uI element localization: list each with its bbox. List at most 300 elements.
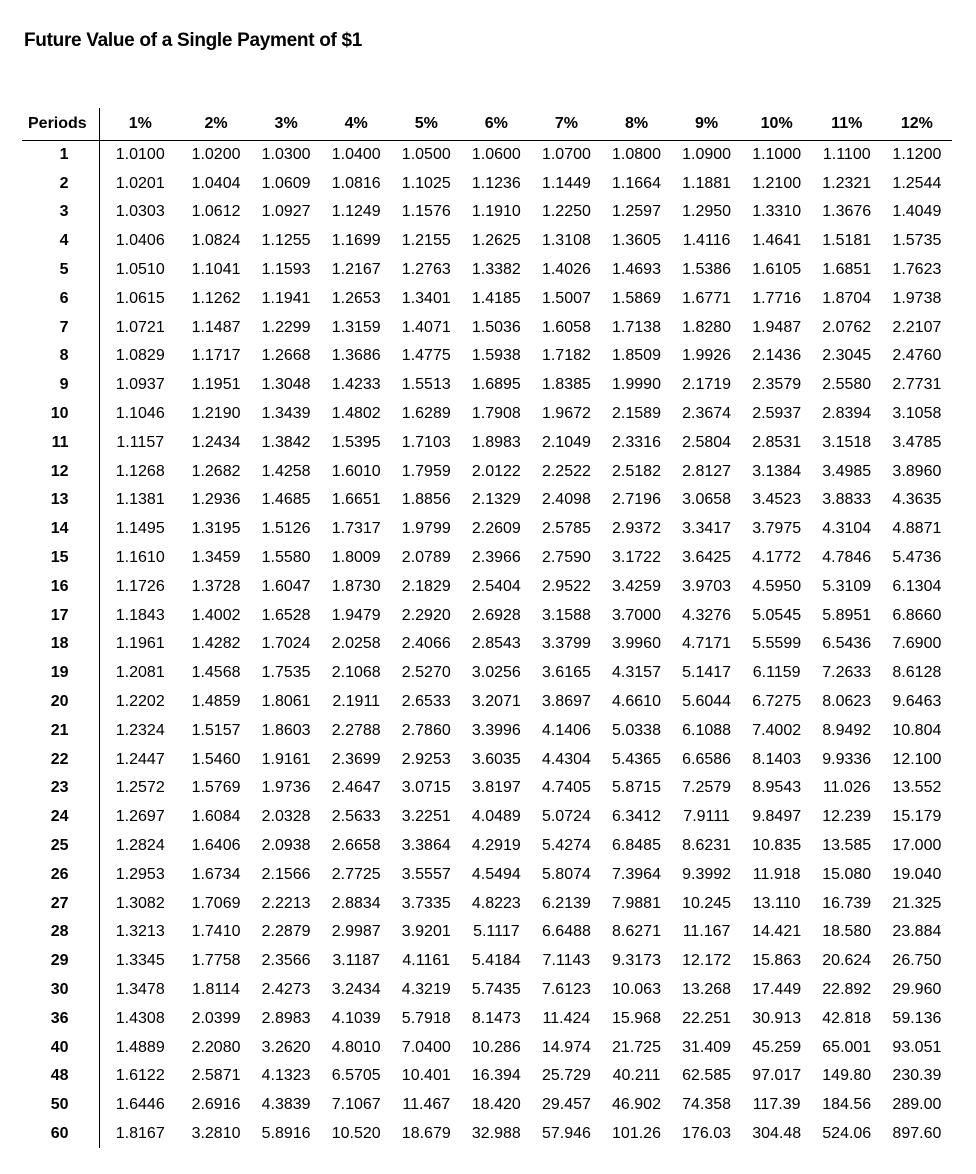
factor-cell: 16.394 — [471, 1067, 521, 1085]
factor-cell: 2.2788 — [331, 721, 381, 739]
factor-cell: 1.1200 — [892, 146, 942, 164]
period-cell: 26 — [22, 860, 99, 889]
factor-cell: 1.4859 — [191, 693, 241, 711]
factor-cell: 1.1449 — [541, 174, 591, 192]
factor-cell: 2.6916 — [191, 1096, 241, 1114]
factor-cell: 2.7731 — [892, 376, 942, 394]
period-cell: 28 — [22, 918, 99, 947]
factor-cell: 117.39 — [752, 1096, 801, 1114]
factor-cell: 2.0399 — [191, 1009, 241, 1027]
factor-cell: 4.7405 — [541, 779, 591, 797]
factor-cell: 1.0612 — [191, 203, 241, 221]
period-cell: 11 — [22, 428, 99, 457]
rate-column-header: 5% — [391, 108, 461, 141]
factor-cell: 1.9161 — [261, 750, 311, 768]
factor-cell: 1.8856 — [401, 491, 451, 509]
factor-cell: 18.679 — [401, 1124, 451, 1142]
factor-cell: 1.1381 — [115, 491, 165, 509]
factor-cell: 7.4002 — [752, 721, 802, 739]
factor-cell: 1.0400 — [331, 146, 381, 164]
factor-cell: 1.8509 — [612, 347, 661, 365]
factor-cell: 1.1487 — [191, 318, 241, 336]
factor-cell: 1.6058 — [541, 318, 591, 336]
factor-cell: 4.6610 — [612, 693, 661, 711]
factor-cell: 4.1039 — [331, 1009, 381, 1027]
factor-cell: 1.5869 — [612, 289, 661, 307]
period-cell: 21 — [22, 716, 99, 745]
factor-cell: 1.4233 — [331, 376, 381, 394]
factor-cell: 1.3382 — [471, 261, 521, 279]
factor-cell: 12.239 — [822, 808, 872, 826]
period-cell: 2 — [22, 169, 99, 198]
factor-cell: 2.1049 — [541, 433, 591, 451]
period-cell: 12 — [22, 457, 99, 486]
factor-cell: 22.892 — [822, 981, 872, 998]
factor-cell: 1.1664 — [612, 174, 661, 192]
factor-cell: 2.2080 — [191, 1038, 241, 1056]
factor-cell: 1.3676 — [822, 203, 872, 221]
table-row — [22, 141, 952, 170]
factor-cell: 4.8010 — [331, 1038, 381, 1056]
factor-cell: 1.3048 — [261, 376, 311, 394]
factor-cell: 17.000 — [892, 837, 942, 855]
period-cell: 19 — [22, 659, 99, 688]
factor-cell: 1.4693 — [612, 261, 661, 279]
table-row — [22, 1004, 952, 1033]
factor-cell: 1.0404 — [191, 174, 241, 192]
factor-cell: 3.4523 — [752, 491, 802, 509]
factor-cell: 1.0510 — [115, 261, 165, 279]
period-cell: 27 — [22, 889, 99, 918]
factor-cell: 1.3478 — [115, 981, 165, 998]
factor-cell: 1.3842 — [261, 433, 311, 451]
factor-cell: 1.8385 — [541, 376, 591, 394]
factor-cell: 4.2919 — [471, 837, 521, 855]
table-row — [22, 169, 952, 198]
factor-cell: 1.3195 — [191, 520, 241, 538]
factor-cell: 32.988 — [471, 1124, 521, 1142]
table-header — [22, 108, 952, 141]
period-cell: 8 — [22, 342, 99, 371]
factor-cell: 2.0122 — [471, 462, 521, 480]
factor-cell: 2.1589 — [612, 405, 661, 423]
factor-cell: 7.1067 — [331, 1096, 381, 1114]
factor-cell: 6.5436 — [822, 635, 872, 653]
factor-cell: 2.8983 — [261, 1009, 311, 1027]
factor-cell: 5.0338 — [612, 721, 661, 739]
factor-cell: 1.3213 — [115, 923, 165, 941]
factor-cell: 1.6528 — [261, 606, 311, 624]
factor-cell: 1.5157 — [191, 721, 241, 739]
factor-cell: 9.3992 — [682, 865, 732, 883]
factor-cell: 1.4641 — [752, 232, 802, 250]
factor-cell: 3.9703 — [682, 577, 732, 595]
factor-cell: 1.1041 — [191, 261, 241, 279]
factor-cell: 2.1566 — [261, 865, 311, 883]
table-row — [22, 1120, 952, 1149]
factor-cell: 2.7860 — [401, 721, 451, 739]
factor-cell: 2.8394 — [822, 405, 872, 423]
factor-cell: 1.3728 — [191, 577, 241, 595]
factor-cell: 8.1473 — [471, 1009, 521, 1027]
factor-cell: 1.6122 — [115, 1067, 165, 1085]
factor-cell: 2.5404 — [471, 577, 521, 595]
rate-column-header: 2% — [181, 108, 251, 141]
factor-cell: 3.8833 — [822, 491, 872, 509]
factor-cell: 1.0829 — [115, 347, 165, 365]
period-cell: 18 — [22, 630, 99, 659]
factor-cell: 2.1829 — [401, 577, 451, 595]
period-cell: 13 — [22, 486, 99, 515]
period-cell: 15 — [22, 544, 99, 573]
factor-cell: 5.3109 — [822, 577, 872, 595]
period-cell: 7 — [22, 313, 99, 342]
factor-cell: 1.5126 — [261, 520, 311, 538]
factor-cell: 1.1910 — [471, 203, 521, 221]
factor-cell: 3.7335 — [401, 894, 451, 912]
period-cell: 14 — [22, 515, 99, 544]
period-cell: 5 — [22, 256, 99, 285]
factor-cell: 3.2251 — [401, 808, 451, 826]
factor-cell: 6.1304 — [892, 577, 942, 595]
table-row — [22, 342, 952, 371]
factor-cell: 1.0927 — [261, 203, 311, 221]
factor-cell: 4.3104 — [822, 520, 872, 538]
factor-cell: 1.7959 — [401, 462, 451, 480]
factor-cell: 1.9479 — [331, 606, 381, 624]
factor-cell: 1.3082 — [115, 894, 165, 912]
rate-column-header: 9% — [672, 108, 742, 141]
factor-cell: 2.7196 — [612, 491, 661, 509]
factor-cell: 1.0600 — [471, 146, 521, 164]
factor-cell: 11.424 — [542, 1009, 591, 1027]
factor-cell: 2.8543 — [471, 635, 521, 653]
factor-cell: 4.8871 — [892, 520, 942, 538]
factor-cell: 1.7182 — [541, 347, 591, 365]
factor-cell: 1.3310 — [752, 203, 802, 221]
factor-cell: 8.0623 — [822, 693, 872, 711]
factor-cell: 1.1951 — [191, 376, 241, 394]
factor-cell: 304.48 — [752, 1124, 802, 1142]
table-row — [22, 1091, 952, 1120]
period-cell: 50 — [22, 1091, 99, 1120]
table-row — [22, 688, 952, 717]
factor-cell: 1.2668 — [261, 347, 311, 365]
factor-cell: 9.3173 — [612, 952, 661, 970]
factor-cell: 7.2579 — [682, 779, 732, 797]
period-cell: 17 — [22, 601, 99, 630]
table-row — [22, 256, 952, 285]
factor-cell: 1.8114 — [192, 981, 240, 998]
factor-cell: 22.251 — [682, 1009, 732, 1027]
factor-cell: 2.3316 — [612, 433, 661, 451]
factor-cell: 6.6488 — [541, 923, 591, 941]
factor-cell: 524.06 — [822, 1124, 872, 1142]
table-row — [22, 227, 952, 256]
factor-cell: 10.245 — [682, 894, 732, 912]
factor-cell: 1.2953 — [115, 865, 165, 883]
factor-cell: 5.7435 — [471, 981, 521, 998]
factor-cell: 230.39 — [892, 1067, 942, 1085]
factor-cell: 1.6047 — [261, 577, 311, 595]
factor-cell: 176.03 — [682, 1124, 732, 1142]
factor-cell: 26.750 — [892, 952, 942, 970]
factor-cell: 2.0762 — [822, 318, 872, 336]
factor-cell: 2.8531 — [752, 433, 802, 451]
factor-cell: 1.1268 — [115, 462, 165, 480]
factor-cell: 5.8916 — [261, 1124, 311, 1142]
factor-cell: 9.8497 — [752, 808, 802, 826]
factor-cell: 1.8983 — [471, 433, 521, 451]
factor-cell: 59.136 — [892, 1009, 942, 1027]
factor-cell: 2.2879 — [261, 923, 311, 941]
factor-cell: 1.5938 — [471, 347, 521, 365]
factor-cell: 1.2697 — [115, 808, 165, 826]
factor-cell: 14.974 — [541, 1038, 591, 1056]
period-cell: 4 — [22, 227, 99, 256]
factor-cell: 1.0406 — [115, 232, 165, 250]
factor-cell: 1.0800 — [612, 146, 661, 164]
factor-cell: 2.3045 — [822, 347, 872, 365]
factor-cell: 1.1046 — [115, 405, 165, 423]
factor-cell: 1.4002 — [191, 606, 241, 624]
factor-cell: 21.725 — [612, 1038, 661, 1056]
factor-cell: 4.7171 — [682, 635, 732, 653]
factor-cell: 1.4258 — [261, 462, 311, 480]
factor-cell: 1.4282 — [191, 635, 241, 653]
factor-cell: 1.4071 — [401, 318, 451, 336]
factor-cell: 8.6271 — [612, 923, 661, 941]
factor-cell: 1.7024 — [261, 635, 311, 653]
factor-cell: 74.358 — [682, 1096, 732, 1114]
factor-cell: 15.863 — [752, 952, 802, 970]
factor-cell: 1.5460 — [191, 750, 241, 768]
factor-cell: 1.1576 — [401, 203, 451, 221]
factor-cell: 4.5494 — [471, 865, 521, 883]
factor-cell: 8.6231 — [682, 837, 732, 855]
factor-cell: 1.5181 — [822, 232, 872, 250]
factor-cell: 4.7846 — [822, 549, 872, 567]
factor-cell: 13.552 — [892, 779, 942, 797]
factor-cell: 15.080 — [822, 865, 872, 883]
factor-cell: 3.7975 — [752, 520, 802, 538]
factor-cell: 2.3674 — [682, 405, 732, 423]
table-row — [22, 832, 952, 861]
factor-cell: 2.1068 — [331, 664, 381, 682]
table-row — [22, 400, 952, 429]
period-cell: 24 — [22, 803, 99, 832]
factor-cell: 1.5395 — [331, 433, 381, 451]
factor-cell: 1.6446 — [115, 1096, 165, 1114]
factor-cell: 1.8704 — [822, 289, 872, 307]
factor-cell: 1.1941 — [261, 289, 311, 307]
factor-cell: 1.0200 — [191, 146, 241, 164]
factor-cell: 2.7590 — [541, 549, 591, 567]
factor-cell: 4.5950 — [752, 577, 802, 595]
factor-cell: 3.4259 — [612, 577, 661, 595]
factor-cell: 2.4066 — [401, 635, 451, 653]
factor-cell: 13.585 — [822, 837, 872, 855]
rate-column-header: 12% — [882, 108, 952, 141]
factor-cell: 5.7918 — [401, 1009, 451, 1027]
factor-cell: 5.6044 — [682, 693, 732, 711]
page-title: Future Value of a Single Payment of $1 — [24, 30, 363, 51]
factor-cell: 18.580 — [822, 923, 872, 941]
table-row — [22, 515, 952, 544]
table-row — [22, 313, 952, 342]
factor-cell: 6.8485 — [612, 837, 661, 855]
factor-cell: 14.421 — [752, 923, 802, 941]
factor-cell: 897.60 — [892, 1124, 942, 1142]
factor-cell: 1.7623 — [892, 261, 942, 279]
factor-cell: 1.1717 — [191, 347, 241, 365]
factor-cell: 3.3417 — [682, 520, 732, 538]
factor-cell: 1.5007 — [541, 289, 591, 307]
factor-cell: 3.8697 — [541, 693, 591, 711]
table-row — [22, 918, 952, 947]
table-row — [22, 457, 952, 486]
factor-cell: 1.8167 — [115, 1124, 165, 1142]
table-row — [22, 659, 952, 688]
factor-cell: 1.4049 — [892, 203, 942, 221]
factor-cell: 3.7000 — [612, 606, 661, 624]
factor-cell: 29.457 — [541, 1096, 591, 1114]
factor-cell: 1.0201 — [115, 174, 165, 192]
factor-cell: 2.3699 — [331, 750, 381, 768]
factor-cell: 1.6651 — [331, 491, 381, 509]
factor-cell: 5.8715 — [612, 779, 661, 797]
factor-cell: 2.0258 — [331, 635, 381, 653]
period-cell: 29 — [22, 947, 99, 976]
factor-cell: 13.268 — [682, 981, 732, 998]
factor-cell: 5.4365 — [612, 750, 661, 768]
factor-cell: 1.1843 — [115, 606, 165, 624]
factor-cell: 1.0721 — [115, 318, 165, 336]
factor-cell: 3.6035 — [471, 750, 521, 768]
factor-cell: 2.2920 — [401, 606, 451, 624]
factor-cell: 1.1610 — [115, 549, 165, 567]
factor-cell: 1.4802 — [331, 405, 381, 423]
table-row — [22, 947, 952, 976]
factor-cell: 2.8834 — [331, 894, 381, 912]
factor-cell: 2.8127 — [682, 462, 732, 480]
factor-cell: 2.3566 — [261, 952, 311, 970]
factor-cell: 2.1719 — [682, 376, 732, 394]
factor-cell: 2.7725 — [331, 865, 381, 883]
factor-cell: 12.100 — [892, 750, 942, 768]
factor-cell: 1.1025 — [401, 174, 451, 192]
factor-cell: 4.3157 — [612, 664, 661, 682]
factor-cell: 1.2250 — [541, 203, 591, 221]
factor-cell: 3.8960 — [892, 462, 942, 480]
factor-cell: 1.7069 — [191, 894, 241, 912]
period-cell: 22 — [22, 745, 99, 774]
factor-cell: 6.1159 — [752, 664, 801, 682]
factor-cell: 1.0700 — [541, 146, 591, 164]
factor-cell: 1.1726 — [115, 577, 165, 595]
rate-column-header: 8% — [601, 108, 671, 141]
factor-cell: 1.1236 — [471, 174, 521, 192]
factor-cell: 1.4185 — [471, 289, 521, 307]
factor-cell: 1.9926 — [682, 347, 732, 365]
factor-cell: 1.8603 — [261, 721, 311, 739]
factor-cell: 2.3579 — [752, 376, 802, 394]
factor-cell: 2.0328 — [261, 808, 311, 826]
factor-cell: 5.8951 — [822, 606, 872, 624]
factor-cell: 4.3219 — [401, 981, 451, 998]
factor-cell: 1.2625 — [471, 232, 521, 250]
factor-cell: 2.2213 — [261, 894, 311, 912]
factor-cell: 2.4098 — [541, 491, 591, 509]
factor-cell: 2.2609 — [471, 520, 521, 538]
factor-cell: 3.4785 — [892, 433, 942, 451]
table-row — [22, 889, 952, 918]
factor-cell: 25.729 — [541, 1067, 591, 1085]
factor-cell: 3.9201 — [401, 923, 451, 941]
factor-cell: 1.1100 — [822, 146, 871, 164]
factor-cell: 6.6586 — [682, 750, 732, 768]
factor-cell: 1.1593 — [261, 261, 311, 279]
factor-cell: 3.3996 — [471, 721, 521, 739]
factor-cell: 3.2620 — [261, 1038, 311, 1056]
rate-column-header: 4% — [321, 108, 391, 141]
factor-cell: 1.6084 — [191, 808, 241, 826]
factor-cell: 1.0816 — [331, 174, 381, 192]
factor-cell: 1.4685 — [261, 491, 311, 509]
factor-cell: 2.9522 — [541, 577, 591, 595]
factor-cell: 62.585 — [682, 1067, 732, 1085]
factor-cell: 1.2202 — [115, 693, 165, 711]
factor-cell: 97.017 — [752, 1067, 802, 1085]
factor-cell: 4.1772 — [752, 549, 802, 567]
factor-cell: 1.9672 — [541, 405, 591, 423]
factor-cell: 2.1911 — [332, 693, 381, 711]
factor-cell: 1.6406 — [191, 837, 241, 855]
factor-cell: 1.4116 — [682, 232, 731, 250]
factor-cell: 23.884 — [892, 923, 942, 941]
factor-cell: 4.8223 — [471, 894, 521, 912]
factor-cell: 2.0938 — [261, 837, 311, 855]
table-row — [22, 572, 952, 601]
factor-cell: 1.1495 — [115, 520, 165, 538]
factor-cell: 1.0303 — [115, 203, 165, 221]
table-row — [22, 860, 952, 889]
factor-cell: 5.0724 — [541, 808, 591, 826]
factor-cell: 12.172 — [682, 952, 732, 970]
factor-cell: 3.1588 — [541, 606, 591, 624]
factor-cell: 1.8009 — [331, 549, 381, 567]
factor-cell: 1.2544 — [892, 174, 942, 192]
factor-cell: 1.8061 — [261, 693, 311, 711]
factor-cell: 4.3635 — [892, 491, 942, 509]
factor-cell: 1.3345 — [115, 952, 165, 970]
factor-cell: 1.5769 — [191, 779, 241, 797]
factor-cell: 3.5557 — [401, 865, 451, 883]
factor-cell: 1.0300 — [261, 146, 311, 164]
factor-cell: 5.1417 — [682, 664, 732, 682]
period-cell: 9 — [22, 371, 99, 400]
period-cell: 1 — [22, 141, 99, 170]
table-row — [22, 630, 952, 659]
factor-cell: 15.968 — [612, 1009, 661, 1027]
factor-cell: 1.8730 — [331, 577, 381, 595]
factor-cell: 6.7275 — [752, 693, 802, 711]
factor-cell: 2.6533 — [401, 693, 451, 711]
factor-cell: 1.1249 — [331, 203, 381, 221]
factor-cell: 2.2107 — [892, 318, 942, 336]
factor-cell: 1.7716 — [752, 289, 802, 307]
factor-cell: 2.5785 — [541, 520, 591, 538]
